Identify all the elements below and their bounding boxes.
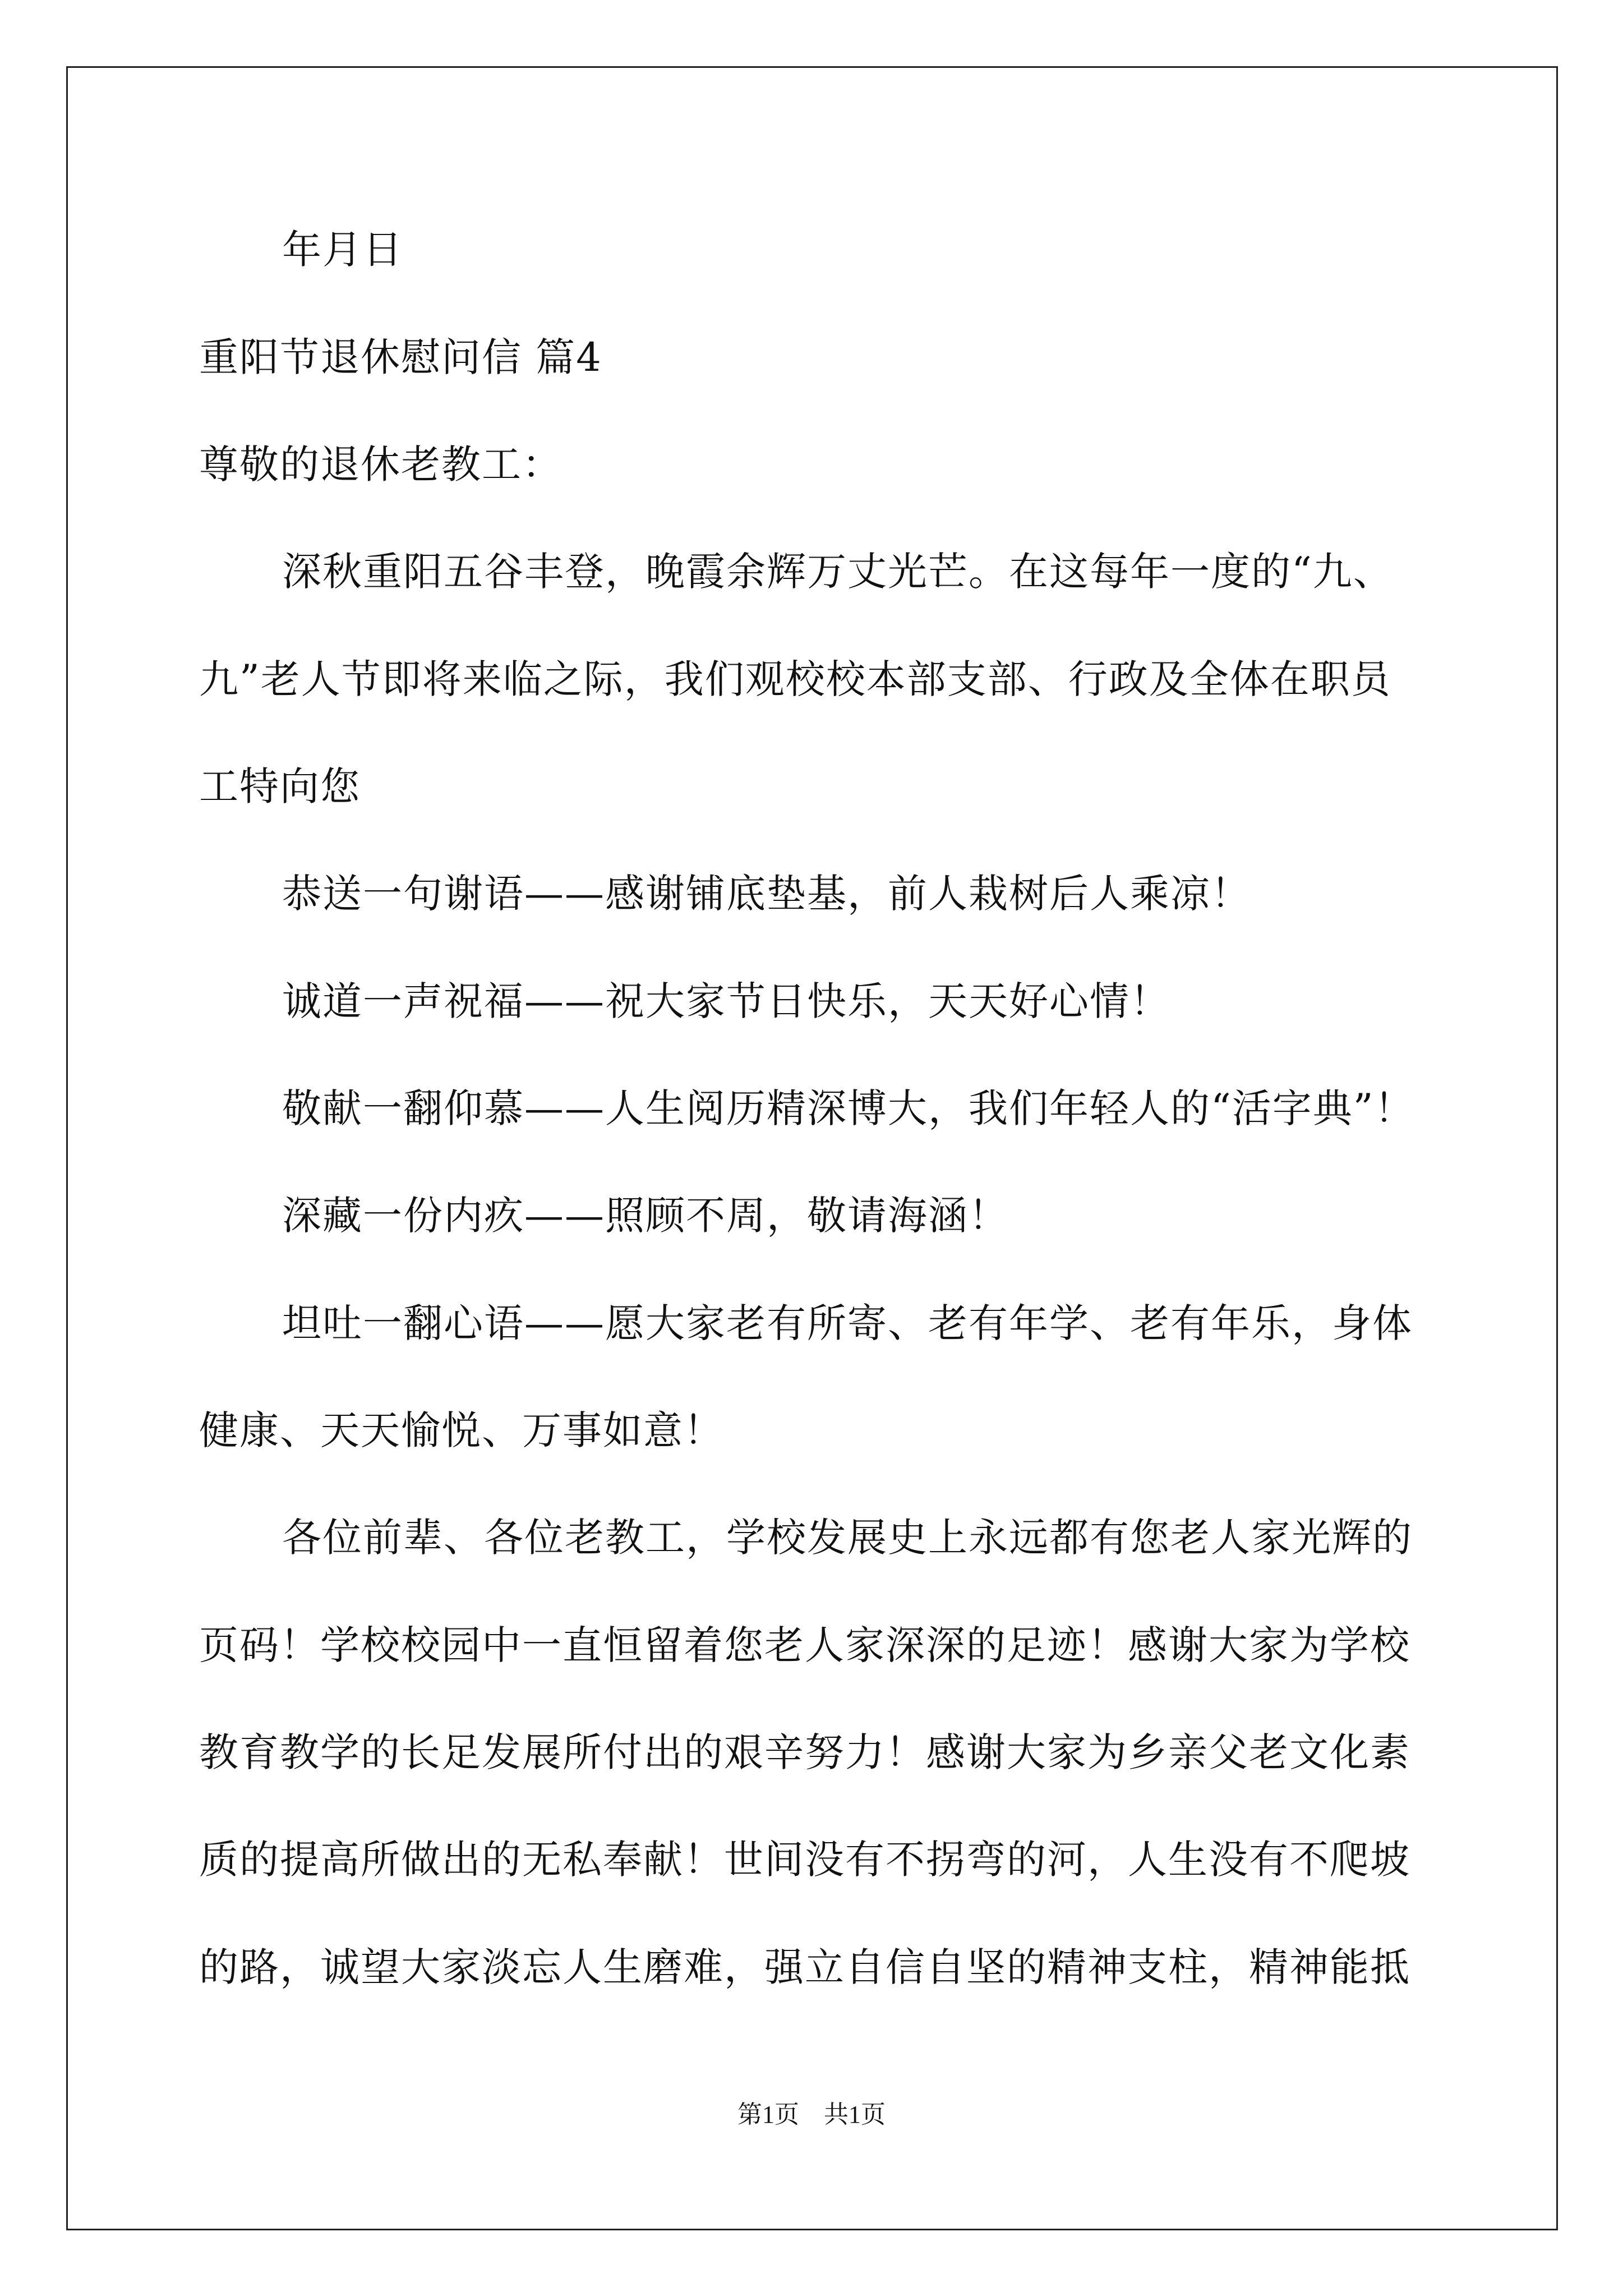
- salutation: 尊敬的退休老教工：: [199, 441, 562, 487]
- paragraph-line: 教育教学的长足发展所付出的艰辛努力！感谢大家为乡亲父老文化素: [199, 1729, 1410, 1775]
- admire-line: 敬献一翻仰慕——人生阅历精深博大，我们年轻人的“活字典”！: [282, 1085, 1415, 1131]
- page-footer: 第1页 共1页: [737, 2101, 886, 2128]
- paragraph-line: 的路，诚望大家淡忘人生磨难，强立自信自坚的精神支柱，精神能抵: [199, 1944, 1410, 1990]
- date-line: 年月日: [282, 227, 403, 273]
- section-title: 重阳节退休慰问信 篇4: [199, 334, 602, 380]
- paragraph-line: 工特向您: [199, 763, 361, 809]
- paragraph-line: 各位前辈、各位老教工，学校发展史上永远都有您老人家光辉的: [282, 1515, 1413, 1561]
- thanks-line: 恭送一句谢语——感谢铺底垫基，前人栽树后人乘凉！: [282, 871, 1251, 917]
- paragraph-line: 质的提高所做出的无私奉献！世间没有不拐弯的河，人生没有不爬坡: [199, 1837, 1410, 1883]
- heart-line: 健康、天天愉悦、万事如意！: [199, 1407, 724, 1453]
- heart-line: 坦吐一翻心语——愿大家老有所寄、老有年学、老有年乐，身体: [282, 1300, 1413, 1346]
- page-border: [66, 66, 1558, 2230]
- paragraph-line: 深秋重阳五谷丰登，晚霞余辉万丈光芒。在这每年一度的“九、: [282, 549, 1394, 595]
- paragraph-line: 页码！学校校园中一直恒留着您老人家深深的足迹！感谢大家为学校: [199, 1622, 1410, 1668]
- apology-line: 深藏一份内疚——照顾不周，敬请海涵！: [282, 1193, 1009, 1239]
- blessing-line: 诚道一声祝福——祝大家节日快乐，天天好心情！: [282, 978, 1170, 1024]
- paragraph-line: 九”老人节即将来临之际，我们观校校本部支部、行政及全体在职员: [199, 656, 1391, 702]
